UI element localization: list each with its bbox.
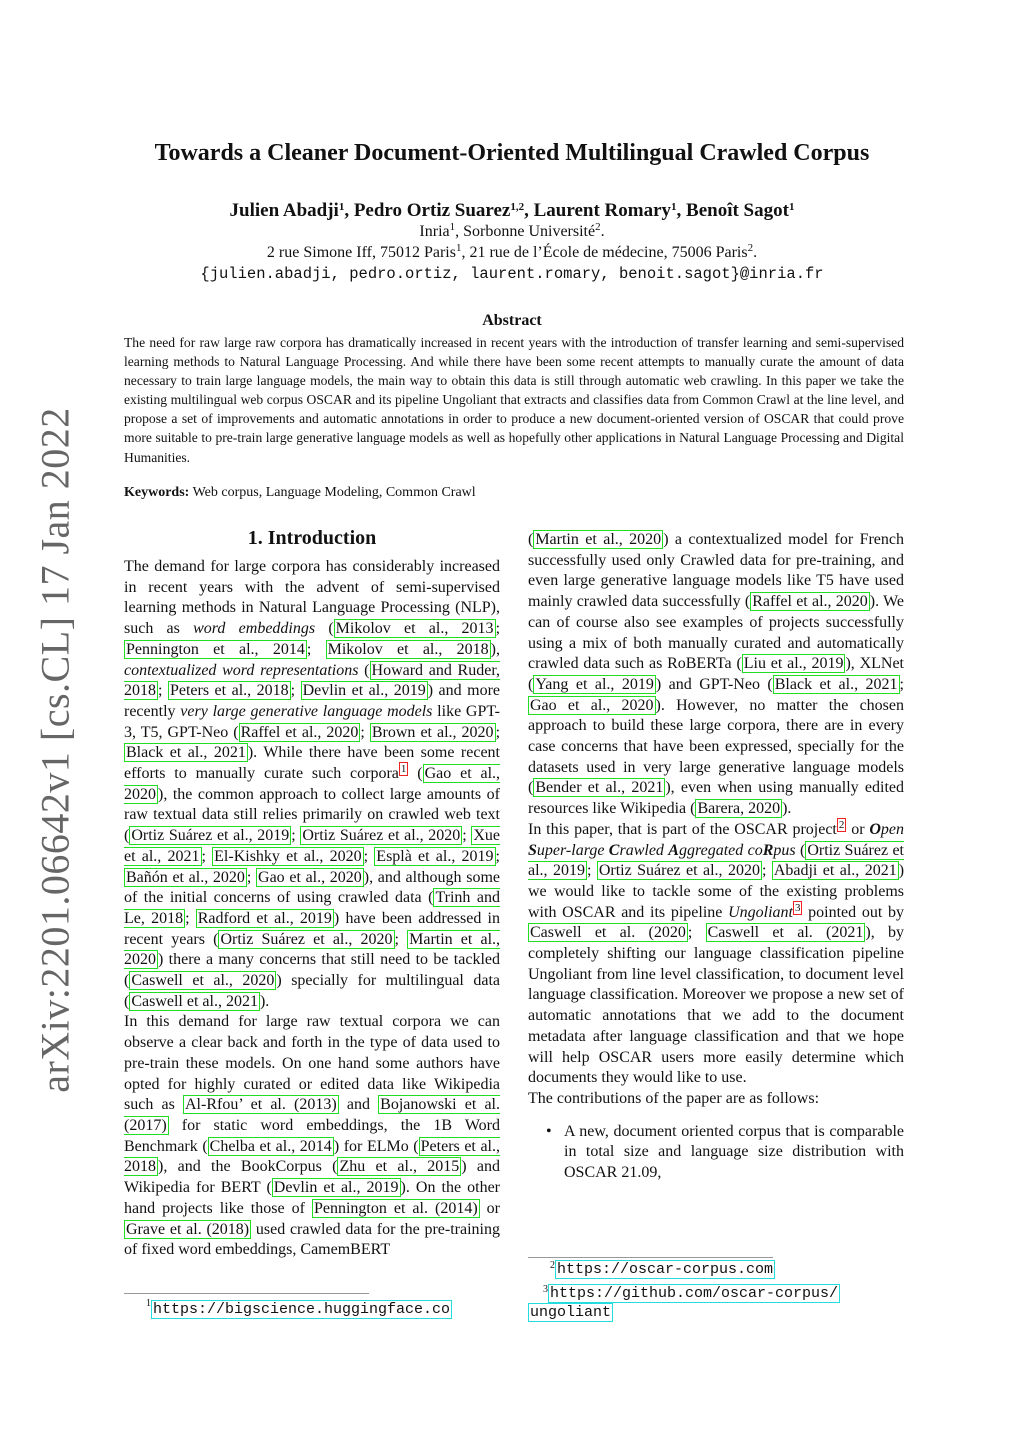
citation-link[interactable]: Devlin et al., 2019 [302, 682, 426, 700]
citation-link[interactable]: Radford et al., 2019 [197, 909, 332, 927]
footnote-3: $^3$ https://github.com/oscar-corpus/ ungoliant [530, 1284, 839, 1321]
footnote-marker[interactable]: 3 [794, 901, 801, 914]
contributions-list [528, 1122, 904, 1184]
citation-link[interactable]: Bañón et al., 2020 [126, 868, 245, 886]
citation-link[interactable]: Caswell et al. (2021 [707, 924, 864, 942]
author-name: Benoît Sagot [686, 200, 789, 221]
citation-link[interactable]: Gao et al., 2020 [124, 765, 501, 803]
paragraph: The demand for large corpora has considerably increased in recent years with the advent of semi-supervised learning methods in Natural Language Processing (NLP), such as word embeddings ( Mikolov et al., 2013 ; Pennington et al., 2014 ; Mikolov et al., 2018 ), contextualized word representations ( Howard and Ruder, 2018 ; Peters et al., 2018 ; Devlin et al., 2019 ) and more recently very large generative language models like GPT-3, T5, GPT-Neo ( Raffel et al., 2020 ; Brown et al., 2020 ; Black et al., 2021 ). While there have been some recent efforts to manually curate such corpora $^1$ ( Gao et al., 2020 ), the common approach to collect large amounts of raw textual data still relies primarily on crawled web text ( Ortiz Suárez et al., 2019 ; Ortiz Suárez et al., 2020 ; Xue et al., 2021 ; El-Kishky et al., 2020 ; Esplà et al., 2019 ; Bañón et al., 2020 ; Gao et al., 2020 ), and although some of the initial concerns of using crawled data ( Trinh and Le, 2018 ; Radford et al., 2019 ) have been addressed in recent years ( Ortiz Suárez et al., 2020 ; Martin et al., 2020 ) there a many concerns that still need to be tackled ( Caswell et al., 2020 ) specially for multilingual data ( Caswell et al., 2021 ). [124, 558, 501, 1010]
citation-link[interactable]: Bojanowski et al. (2017) [124, 1096, 501, 1134]
citation-link[interactable]: Caswell et al., 2021 [131, 992, 258, 1010]
footnote-marker[interactable]: 1 [400, 763, 407, 776]
citation-link[interactable]: Grave et al. (2018) [126, 1220, 250, 1238]
author-name: Laurent Romary [533, 200, 672, 221]
list-item: • A new, document oriented corpus that is comparable in total size and language size distribution with OSCAR 21.09, [546, 1122, 904, 1182]
footnote-rule [528, 1257, 773, 1258]
citation-link[interactable]: Black et al., 2021 [774, 675, 898, 693]
citation-link[interactable]: Raffel et al., 2020 [752, 593, 868, 611]
citation-link[interactable]: Gao et al., 2020 [258, 868, 362, 886]
keywords: Keywords: Web corpus, Language Modeling, Common Crawl [124, 485, 476, 500]
citation-link[interactable]: Raffel et al., 2020 [240, 723, 359, 741]
citation-link[interactable]: Abadji et al., 2021 [773, 862, 897, 880]
paragraph: ( Martin et al., 2020 ) a contextualized model for French successfully used only Crawled data for pre-training, and even large generative language models like T5 have used mainly crawled data successfully ( Raffel et al., 2020 ). We can of course also see examples of projects successfully using a mix of both manually curated and automatically crawled data such as RoBERTa ( Liu et al., 2019 ), XLNet ( Yang et al., 2019 ) and GPT-Neo ( Black et al., 2021 ; Gao et al., 2020 ). However, no matter the chosen approach to build these large corpora, there are in every case concerns that have been expressed, specially for the datasets used in very large generative language models ( Bender et al., 2021 ), even when using manually edited resources like Wikipedia ( Barera, 2020 ). [528, 531, 905, 818]
citation-link[interactable]: Caswell et al., 2020 [131, 972, 275, 990]
footnote-url-link[interactable]: https://github.com/oscar-corpus/ [550, 1285, 839, 1302]
footnote-url-link[interactable]: https://oscar-corpus.com [557, 1261, 774, 1278]
arxiv-sidebar-stamp: arXiv:2201.06642v1 [cs.CL] 17 Jan 2022 [32, 407, 78, 1093]
citation-link[interactable]: Zhu et al., 2015 [339, 1158, 460, 1176]
citation-link[interactable]: Black et al., 2021 [126, 744, 246, 762]
citation-link[interactable]: Ortiz Suárez et al., 2020 [220, 930, 393, 948]
author-name: Pedro Ortiz Suarez [353, 200, 511, 221]
footnote-1: $^1$ https://bigscience.huggingface.co [146, 1298, 451, 1318]
citation-link[interactable]: Pennington et al., 2014 [126, 640, 305, 658]
left-column [124, 525, 500, 1261]
author-emails: {julien.abadji, pedro.ortiz, laurent.romary, benoit.sagot}@inria.fr [200, 265, 824, 283]
author-name: Julien Abadji [229, 200, 339, 221]
citation-link[interactable]: Peters et al., 2018 [124, 1137, 500, 1176]
paragraph: The contributions of the paper are as follows: [528, 1089, 820, 1107]
abstract-heading: Abstract [482, 312, 542, 329]
footnote-rule [124, 1293, 369, 1294]
citation-link[interactable]: Trinh and Le, 2018 [124, 889, 500, 927]
affiliation-line: Inria$^1$, Sorbonne Université$^2$. [419, 221, 605, 240]
bullet-icon: • [546, 1122, 552, 1140]
citation-link[interactable]: Mikolov et al., 2018 [327, 640, 489, 658]
right-column [528, 530, 904, 1184]
paper-title: Towards a Cleaner Document-Oriented Multilingual Crawled Corpus [154, 140, 870, 166]
citation-link[interactable]: Barera, 2020 [697, 800, 781, 818]
citation-link[interactable]: Esplà et al., 2019 [376, 847, 494, 865]
citation-link[interactable]: Al-Rfou’ et al. (2013) [184, 1096, 337, 1114]
section-heading-introduction: 1. Introduction [247, 527, 377, 549]
citation-link[interactable]: Liu et al., 2019 [743, 655, 844, 673]
citation-link[interactable]: Xue et al., 2021 [124, 827, 501, 865]
abstract-body: The need for raw large raw corpora has dramatically increased in recent years with the introduction of transfer learning and semi-supervised learning methods to Natural Language Processing. And while there have been some recent attempts to manually curate the amount of data necessary to train large language models, the main way to obtain this data is still through automatic web crawling. In this paper we take the existing multilingual web corpus OSCAR and its pipeline Ungoliant that extracts and classifies data from Common Crawl at the line level, and propose a set of improvements and automatic annotations in order to produce a new document-oriented version of OSCAR that could prove more suitable to pre-train large generative language models as well as hopefully other applications in Natural Language Processing and Digital Humanities. [124, 335, 904, 465]
citation-link[interactable]: Ortiz Suárez et al., 2019 [528, 841, 904, 880]
author-list: Julien Abadji$^1$, Pedro Ortiz Suarez$^{1,2}$, Laurent Romary$^1$, Benoît Sagot$^1$ [229, 200, 795, 221]
citation-link[interactable]: Caswell et al. (2020 [530, 924, 686, 942]
footnote-url-link[interactable]: ungoliant [530, 1304, 612, 1321]
citation-link[interactable]: Ortiz Suárez et al., 2020 [598, 862, 760, 880]
citation-link[interactable]: Peters et al., 2018 [169, 682, 289, 700]
citation-link[interactable]: Brown et al., 2020 [371, 723, 494, 741]
citation-link[interactable]: Ortiz Suárez et al., 2020 [302, 827, 461, 845]
citation-link[interactable]: Martin et al., 2020 [535, 531, 662, 548]
citation-link[interactable]: Gao et al., 2020 [530, 696, 654, 714]
citation-link[interactable]: El-Kishky et al., 2020 [214, 847, 362, 865]
citation-link[interactable]: Ortiz Suárez et al., 2019 [131, 827, 290, 845]
citation-link[interactable]: Devlin et al., 2019 [273, 1179, 399, 1197]
citation-link[interactable]: Martin et al., 2020 [124, 930, 501, 969]
footnote-2: $^2$ https://oscar-corpus.com [550, 1260, 774, 1278]
paragraph: In this demand for large raw textual corpora we can observe a clear back and forth in the type of data used to pre-train these models. On one hand some authors have opted for highly curated or edited data like Wikipedia such as Al-Rfou’ et al. (2013) and Bojanowski et al. (2017) for static word embeddings, the 1B Word Benchmark ( Chelba et al., 2014 ) for ELMo ( Peters et al., 2018 ), and the BookCorpus ( Zhu et al., 2015 ) and Wikipedia for BERT ( Devlin et al., 2019 ). On the other hand projects like those of Pennington et al. (2014) or Grave et al. (2018) used crawled data for the pre-training of fixed word embeddings, CamemBERT [124, 1013, 501, 1259]
citation-link[interactable]: Bender et al., 2021 [535, 779, 664, 797]
citation-link[interactable]: Yang et al., 2019 [535, 675, 654, 693]
footnote-url-link[interactable]: https://bigscience.huggingface.co [153, 1301, 451, 1318]
citation-link[interactable]: Mikolov et al., 2013 [335, 620, 494, 638]
citation-link[interactable]: Pennington et al. (2014) [313, 1199, 478, 1217]
citation-link[interactable]: Howard and Ruder, 2018 [124, 661, 501, 700]
citation-link[interactable]: Chelba et al., 2014 [209, 1137, 332, 1155]
address-line: 2 rue Simone Iff, 75012 Paris$^1$, 21 rue de l’École de médecine, 75006 Paris$^2$. [266, 242, 758, 261]
footnote-marker[interactable]: 2 [838, 818, 845, 831]
paragraph: In this paper, that is part of the OSCAR project $^2$ or Open Super-large Crawled Aggregated coRpus ( Ortiz Suárez et al., 2019 ; Ortiz Suárez et al., 2020 ; Abadji et al., 2021 ) we would like to tackle some of the existing problems with OSCAR and its pipeline Ungoliant $^3$ pointed out by Caswell et al. (2020 ; Caswell et al. (2021 ), by completely shifting our language classification pipeline Ungoliant from line level classification, to document level language classification. Moreover we propose a new set of automatic annotations that we add to the document metadata after language classification and that we hope will help OSCAR users more easily determine which documents they would like to use. [528, 818, 905, 1087]
